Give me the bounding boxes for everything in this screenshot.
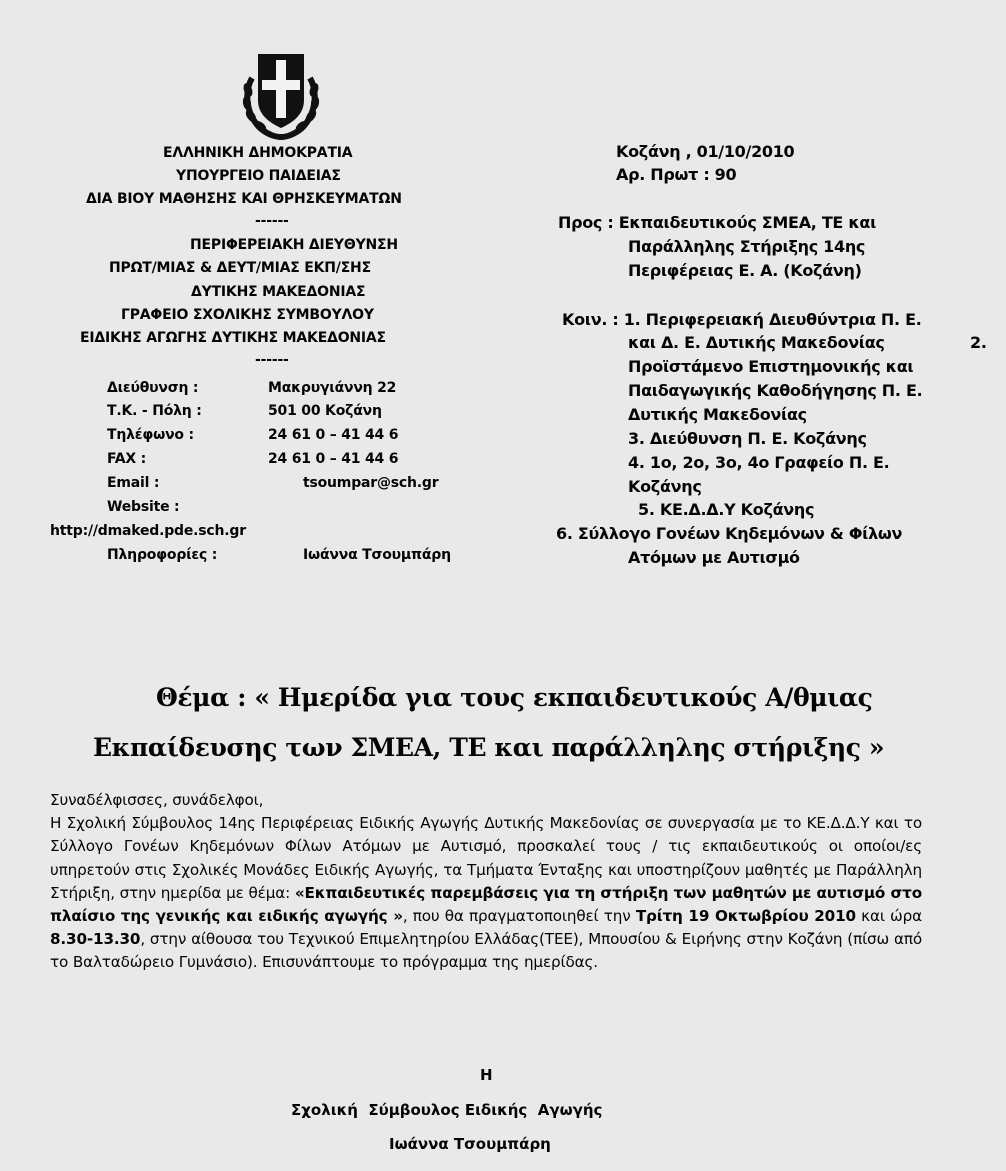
cc-line-3: Προϊστάμενο Επιστημονικής και — [628, 357, 914, 376]
recipient-to-line2: Παράλληλης Στήριξης 14ης — [628, 237, 866, 256]
info-label: Πληροφορίες : — [107, 547, 218, 563]
subject-line-1: Θέμα : « Ημερίδα για τους εκπαιδευτικούς Α/θμιας — [156, 683, 873, 712]
event-topic: «Εκπαιδευτικές παρεμβάσεις για τη στήριξη των μαθητών με αυτισμό στο πλαίσιο της γενικής και ειδικής αγωγής » — [50, 883, 922, 926]
letterhead-country: ΕΛΛΗΝΙΚΗ ΔΗΜΟΚΡΑΤΙΑ — [163, 145, 353, 161]
postal-label: Τ.Κ. - Πόλη : — [107, 403, 202, 419]
website-value: http://dmaked.pde.sch.gr — [50, 523, 246, 539]
cc-line-7: 4. 1ο, 2ο, 3ο, 4ο Γραφείο Π. Ε. — [628, 453, 890, 472]
phone-value: 24 61 0 – 41 44 6 — [268, 427, 399, 443]
cc-line-9: 5. ΚΕ.Δ.Δ.Υ Κοζάνης — [638, 500, 815, 519]
cc-line-5: Δυτικής Μακεδονίας — [628, 405, 807, 424]
signature-title: Σχολική Σύμβουλος Ειδικής Αγωγής — [291, 1101, 603, 1119]
phone-label: Τηλέφωνο : — [107, 427, 194, 443]
body-text-4: , στην αίθουσα του Τεχνικού Επιμελητηρίου Ελλάδας(ΤΕΕ), Μπουσίου & Ειρήνης στην Κοζάνη (πίσω από το Βαλταδώρειο Γυμνάσιο). Επισυνάπτουμε το πρόγραμμα της ημερίδας. — [50, 930, 922, 972]
event-time: 8.30-13.30 — [50, 930, 141, 949]
cc-line-1: Κοιν. : 1. Περιφερειακή Διευθύντρια Π. Ε. — [562, 310, 922, 329]
place-date: Κοζάνη , 01/10/2010 — [616, 142, 795, 161]
letter-body — [50, 789, 922, 975]
greeting: Συναδέλφισσες, συνάδελφοι, — [50, 791, 264, 809]
letterhead-ministry: ΥΠΟΥΡΓΕΙΟ ΠΑΙΔΕΙΑΣ — [176, 168, 341, 184]
cc-line-2-number: 2. — [970, 333, 987, 352]
letterhead-ministry-line2: ΔΙΑ ΒΙΟΥ ΜΑΘΗΣΗΣ ΚΑΙ ΘΡΗΣΚΕΥΜΑΤΩΝ — [86, 191, 402, 207]
letterhead-office-line2: ΕΙΔΙΚΗΣ ΑΓΩΓΗΣ ΔΥΤΙΚΗΣ ΜΑΚΕΔΟΝΙΑΣ — [80, 330, 386, 346]
body-text-3: και ώρα — [855, 907, 922, 926]
address-label: Διεύθυνση : — [107, 380, 199, 396]
address-value: Μακρυγιάννη 22 — [268, 380, 397, 396]
website-label: Website : — [107, 499, 180, 515]
recipient-to: Προς : Εκπαιδευτικούς ΣΜΕΑ, ΤΕ και — [558, 213, 877, 232]
body-text-1: Η Σχολική Σύμβουλος 14ης Περιφέρειας Ειδικής Αγωγής Δυτικής Μακεδονίας σε συνεργασία με το ΚΕ.Δ.Δ.Υ και το Σύλλογο Γονέων Κηδεμόνων Φίλων Ατόμων με Αυτισμό, προσκαλεί τους / τις εκπαιδευτικούς οι οποίοι/ες υπηρετούν στις Σχολικές Μονάδες Ειδικής Αγωγής, τα Τμήματα Ένταξης και υποστηρίζουν μαθητές με Παράλληλη Στήριξη, στην ημερίδα με θέμα: — [50, 814, 922, 902]
body-paragraph — [50, 812, 922, 974]
coat-of-arms-emblem — [238, 48, 324, 140]
info-value: Ιωάννα Τσουμπάρη — [303, 547, 451, 563]
letterhead-separator: ------ — [255, 213, 289, 229]
letterhead-directorate: ΠΕΡΙΦΕΡΕΙΑΚΗ ΔΙΕΥΘΥΝΣΗ — [190, 237, 398, 253]
letterhead-directorate-line3: ΔΥΤΙΚΗΣ ΜΑΚΕΔΟΝΙΑΣ — [191, 284, 366, 300]
event-date: Τρίτη 19 Οκτωβρίου 2010 — [635, 907, 856, 926]
protocol-number: Αρ. Πρωτ : 90 — [616, 165, 737, 184]
cc-line-11: Ατόμων με Αυτισμό — [628, 548, 800, 567]
signature-article: Η — [480, 1066, 493, 1084]
cc-line-2: και Δ. Ε. Δυτικής Μακεδονίας — [628, 333, 885, 352]
signature-name: Ιωάννα Τσουμπάρη — [389, 1135, 551, 1153]
email-value: tsoumpar@sch.gr — [303, 475, 439, 491]
email-label: Email : — [107, 475, 160, 491]
fax-value: 24 61 0 – 41 44 6 — [268, 451, 399, 467]
cc-line-4: Παιδαγωγικής Καθοδήγησης Π. Ε. — [628, 381, 923, 400]
recipient-to-line3: Περιφέρειας Ε. Α. (Κοζάνη) — [628, 261, 862, 280]
letterhead-office: ΓΡΑΦΕΙΟ ΣΧΟΛΙΚΗΣ ΣΥΜΒΟΥΛΟΥ — [121, 307, 374, 323]
cc-line-8: Κοζάνης — [628, 477, 702, 496]
cc-line-6: 3. Διεύθυνση Π. Ε. Κοζάνης — [628, 429, 867, 448]
postal-value: 501 00 Κοζάνη — [268, 403, 382, 419]
cc-line-10: 6. Σύλλογο Γονέων Κηδεμόνων & Φίλων — [556, 524, 903, 543]
letterhead-separator-2: ------ — [255, 352, 289, 368]
letterhead-directorate-line2: ΠΡΩΤ/ΜΙΑΣ & ΔΕΥΤ/ΜΙΑΣ ΕΚΠ/ΣΗΣ — [109, 260, 371, 276]
fax-label: FAX : — [107, 451, 147, 467]
body-text-2: , που θα πραγματοποιηθεί την — [402, 907, 636, 926]
subject-line-2: Εκπαίδευσης των ΣΜΕΑ, ΤΕ και παράλληλης στήριξης » — [93, 733, 885, 762]
